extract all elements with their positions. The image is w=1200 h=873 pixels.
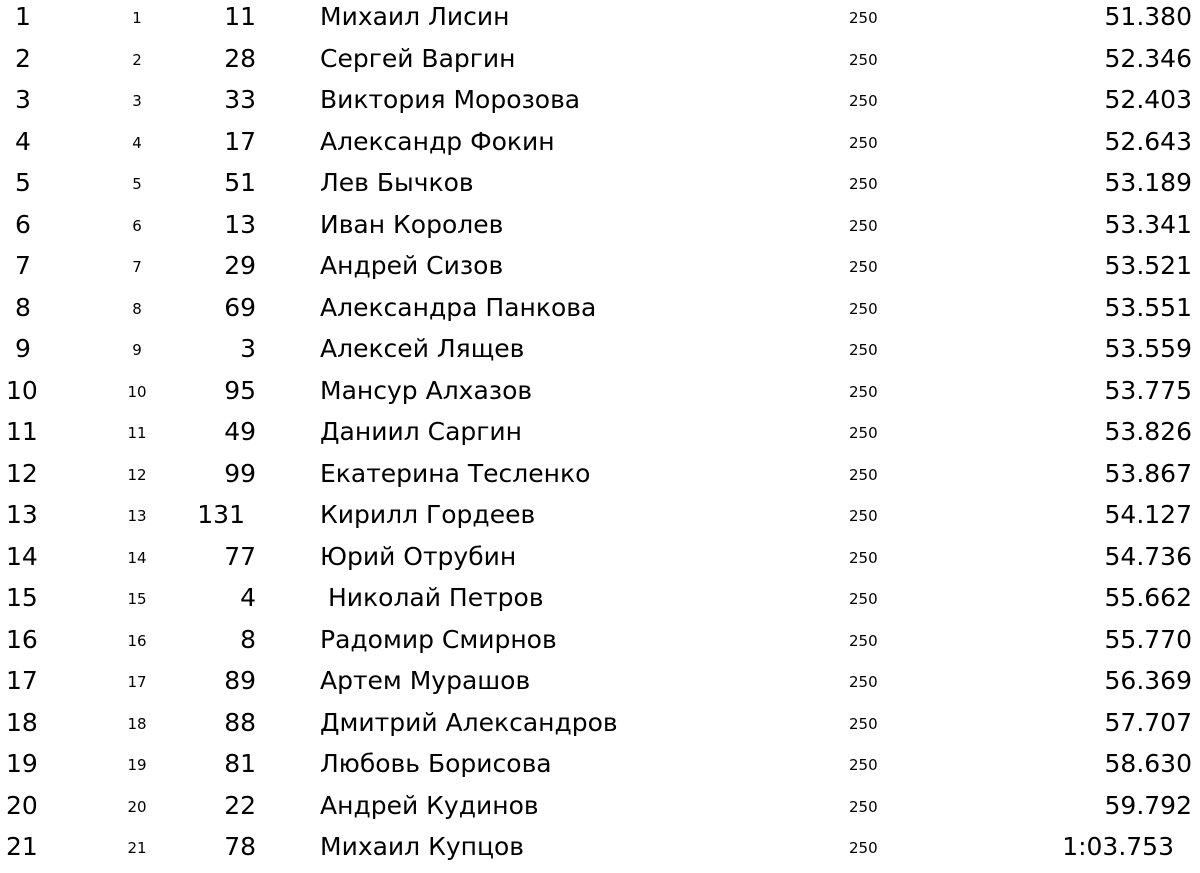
athlete-name-cell: Виктория Морозова — [320, 85, 581, 114]
finish-time-cell: 52.403 — [1104, 85, 1192, 114]
distance-cell: 250 — [849, 382, 878, 401]
result-row — [0, 125, 1200, 167]
athlete-name-cell: Артем Мурашов — [320, 666, 531, 695]
distance-cell: 250 — [849, 175, 878, 193]
sequence-cell: 2 — [132, 50, 142, 69]
place-cell: 10 — [6, 375, 38, 405]
bib-number-cell: 77 — [224, 541, 256, 571]
bib-number-cell: 3 — [240, 334, 256, 363]
result-row — [0, 623, 1200, 665]
result-row — [0, 581, 1200, 623]
bib-number-cell: 28 — [224, 43, 256, 73]
result-row — [0, 830, 1200, 872]
finish-time-cell: 53.521 — [1104, 251, 1192, 280]
place-cell: 14 — [6, 541, 38, 571]
sequence-cell: 17 — [127, 673, 147, 691]
sequence-cell: 14 — [127, 548, 147, 567]
athlete-name-cell: Даниил Саргин — [320, 417, 522, 446]
place-cell: 19 — [6, 749, 38, 778]
sequence-cell: 5 — [132, 175, 142, 193]
finish-time-cell: 53.551 — [1104, 292, 1192, 322]
finish-time-cell: 58.630 — [1104, 749, 1192, 778]
athlete-name-cell: Андрей Кудинов — [320, 790, 539, 820]
finish-time-cell: 52.346 — [1104, 43, 1192, 73]
distance-cell: 250 — [849, 631, 878, 650]
finish-time-cell: 51.380 — [1104, 2, 1192, 31]
bib-number-cell: 99 — [224, 458, 256, 488]
athlete-name-cell: Александр Фокин — [320, 126, 555, 156]
result-row — [0, 706, 1200, 748]
sequence-cell: 21 — [127, 839, 147, 857]
place-cell: 6 — [15, 209, 31, 239]
sequence-cell: 6 — [132, 216, 142, 235]
bib-number-cell: 33 — [224, 85, 256, 114]
distance-cell: 250 — [849, 714, 878, 733]
place-cell: 5 — [15, 168, 31, 197]
result-row — [0, 166, 1200, 208]
bib-number-cell: 11 — [224, 2, 256, 31]
distance-cell: 250 — [849, 341, 878, 359]
finish-time-cell: 59.792 — [1104, 790, 1192, 820]
place-cell: 2 — [15, 43, 31, 73]
sequence-cell: 10 — [127, 382, 147, 401]
distance-cell: 250 — [849, 756, 878, 774]
sequence-cell: 7 — [132, 258, 142, 276]
distance-cell: 250 — [849, 299, 878, 318]
athlete-name-cell: Михаил Купцов — [320, 832, 525, 861]
athlete-name-cell: Александра Панкова — [320, 292, 597, 322]
distance-cell: 250 — [849, 548, 878, 567]
place-cell: 9 — [15, 334, 31, 363]
athlete-name-cell: Радомир Смирнов — [320, 624, 557, 654]
sequence-cell: 18 — [127, 714, 147, 733]
athlete-name-cell: Екатерина Тесленко — [320, 458, 591, 488]
athlete-name-cell: Дмитрий Александров — [320, 707, 618, 737]
finish-time-cell: 53.189 — [1104, 168, 1192, 197]
sequence-cell: 4 — [132, 133, 142, 152]
finish-time-cell: 54.127 — [1104, 500, 1192, 529]
distance-cell: 250 — [849, 216, 878, 235]
place-cell: 12 — [6, 458, 38, 488]
place-cell: 1 — [15, 2, 31, 31]
place-cell: 3 — [15, 85, 31, 114]
sequence-cell: 20 — [127, 797, 147, 816]
athlete-name-cell: Лев Бычков — [320, 168, 474, 197]
place-cell: 15 — [6, 583, 38, 612]
distance-cell: 250 — [849, 50, 878, 69]
result-row — [0, 249, 1200, 291]
result-row — [0, 0, 1200, 42]
place-cell: 18 — [6, 707, 38, 737]
athlete-name-cell: Любовь Борисова — [320, 749, 552, 778]
result-row — [0, 332, 1200, 374]
athlete-name-cell: Алексей Лящев — [320, 334, 525, 363]
place-cell: 21 — [6, 832, 38, 861]
result-row — [0, 415, 1200, 457]
result-row — [0, 747, 1200, 789]
finish-time-cell: 53.559 — [1104, 334, 1192, 363]
result-row — [0, 540, 1200, 582]
place-cell: 11 — [6, 417, 38, 446]
place-cell: 13 — [6, 500, 38, 529]
distance-cell: 250 — [849, 133, 878, 152]
finish-time-cell: 1:03.753 — [1062, 832, 1174, 861]
bib-number-cell: 29 — [224, 251, 256, 280]
athlete-name-cell: Николай Петров — [328, 583, 544, 612]
finish-time-cell: 53.341 — [1104, 209, 1192, 239]
bib-number-cell: 13 — [224, 209, 256, 239]
place-cell: 4 — [15, 126, 31, 156]
distance-cell: 250 — [849, 797, 878, 816]
result-row — [0, 498, 1200, 540]
place-cell: 7 — [15, 251, 31, 280]
athlete-name-cell: Михаил Лисин — [320, 2, 510, 31]
sequence-cell: 3 — [132, 92, 142, 110]
finish-time-cell: 57.707 — [1104, 707, 1192, 737]
distance-cell: 250 — [849, 9, 878, 27]
result-row — [0, 42, 1200, 84]
bib-number-cell: 8 — [240, 624, 256, 654]
result-row — [0, 208, 1200, 250]
place-cell: 20 — [6, 790, 38, 820]
distance-cell: 250 — [849, 258, 878, 276]
athlete-name-cell: Иван Королев — [320, 209, 504, 239]
finish-time-cell: 54.736 — [1104, 541, 1192, 571]
finish-time-cell: 55.770 — [1104, 624, 1192, 654]
bib-number-cell: 51 — [224, 168, 256, 197]
sequence-cell: 11 — [127, 424, 147, 442]
result-row — [0, 789, 1200, 831]
distance-cell: 250 — [849, 92, 878, 110]
distance-cell: 250 — [849, 839, 878, 857]
distance-cell: 250 — [849, 507, 878, 525]
bib-number-cell: 4 — [240, 583, 256, 612]
bib-number-cell: 69 — [224, 292, 256, 322]
bib-number-cell: 78 — [224, 832, 256, 861]
distance-cell: 250 — [849, 424, 878, 442]
athlete-name-cell: Юрий Отрубин — [320, 541, 517, 571]
sequence-cell: 8 — [132, 299, 142, 318]
sequence-cell: 9 — [132, 341, 142, 359]
bib-number-cell: 131 — [197, 500, 245, 529]
athlete-name-cell: Андрей Сизов — [320, 251, 504, 280]
place-cell: 16 — [6, 624, 38, 654]
sequence-cell: 1 — [132, 9, 142, 27]
bib-number-cell: 88 — [224, 707, 256, 737]
bib-number-cell: 49 — [224, 417, 256, 446]
result-row — [0, 291, 1200, 333]
finish-time-cell: 52.643 — [1104, 126, 1192, 156]
bib-number-cell: 95 — [224, 375, 256, 405]
result-row — [0, 457, 1200, 499]
finish-time-cell: 53.867 — [1104, 458, 1192, 488]
place-cell: 17 — [6, 666, 38, 695]
bib-number-cell: 17 — [224, 126, 256, 156]
athlete-name-cell: Сергей Варгин — [320, 43, 516, 73]
athlete-name-cell: Кирилл Гордеев — [320, 500, 536, 529]
finish-time-cell: 56.369 — [1104, 666, 1192, 695]
athlete-name-cell: Мансур Алхазов — [320, 375, 533, 405]
sequence-cell: 13 — [127, 507, 147, 525]
result-row — [0, 83, 1200, 125]
bib-number-cell: 81 — [224, 749, 256, 778]
bib-number-cell: 89 — [224, 666, 256, 695]
sequence-cell: 19 — [127, 756, 147, 774]
finish-time-cell: 53.826 — [1104, 417, 1192, 446]
bib-number-cell: 22 — [224, 790, 256, 820]
sequence-cell: 12 — [127, 465, 147, 484]
result-row — [0, 664, 1200, 706]
sequence-cell: 15 — [127, 590, 147, 608]
distance-cell: 250 — [849, 465, 878, 484]
finish-time-cell: 53.775 — [1104, 375, 1192, 405]
finish-time-cell: 55.662 — [1104, 583, 1192, 612]
distance-cell: 250 — [849, 673, 878, 691]
sequence-cell: 16 — [127, 631, 147, 650]
place-cell: 8 — [15, 292, 31, 322]
result-row — [0, 374, 1200, 416]
distance-cell: 250 — [849, 590, 878, 608]
